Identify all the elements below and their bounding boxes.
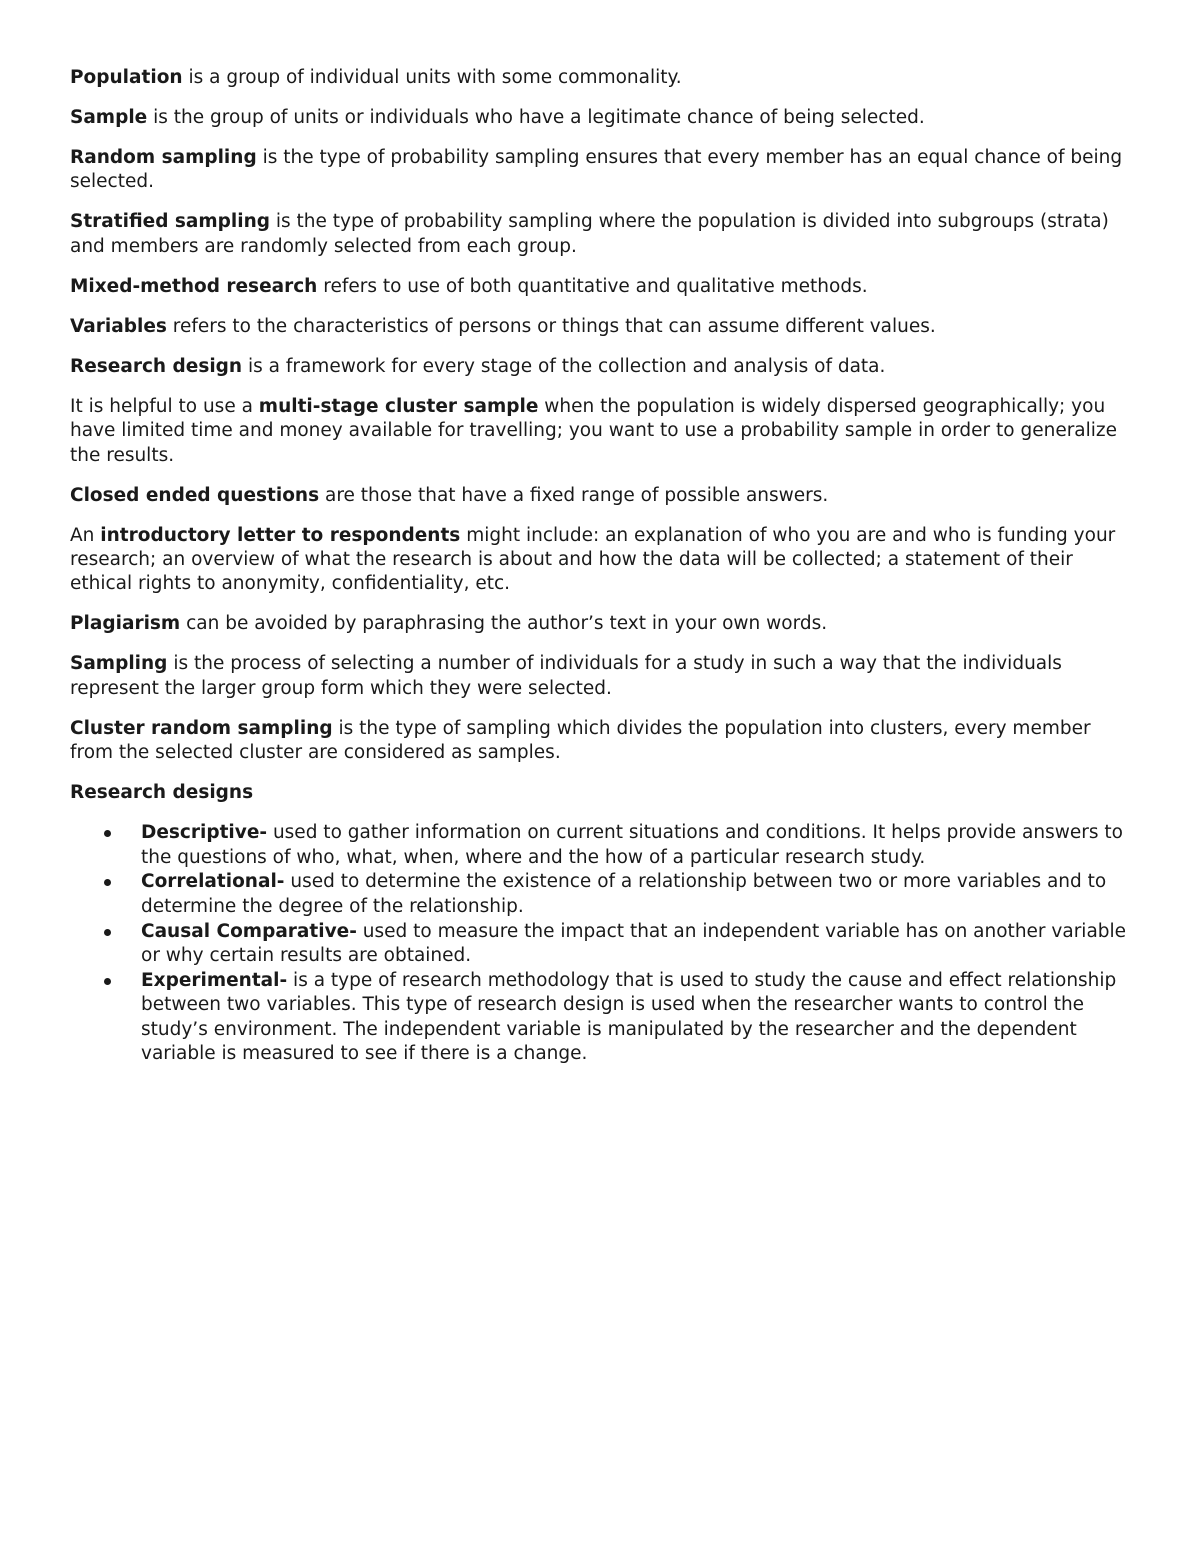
definition-paragraph: Stratified sampling is the type of probability sampling where the population is divided into subgroups (strata) and members are randomly selected from each group. — [70, 211, 1109, 257]
list-item: Causal Comparative- used to measure the impact that an independent variable has on another variable or why certain results are obtained. — [70, 920, 1134, 969]
definition-term: Sample — [70, 107, 148, 128]
research-designs-heading: Research designs — [70, 782, 254, 804]
definition-paragraph: Sampling is the process of selecting a number of individuals for a study in such a way that the individuals represent the larger group form which they were selected. — [70, 653, 1062, 699]
definition-term: Cluster random sampling — [70, 717, 333, 739]
list-item: Correlational- used to determine the existence of a relationship between two or more variables and to determine the degree of the relationship. — [70, 870, 1134, 919]
definition-paragraph: Variables refers to the characteristics of persons or things that can assume different values. — [70, 315, 936, 337]
bullet-icon — [104, 978, 111, 985]
definition-term: multi-stage cluster sample — [258, 395, 539, 417]
definition-paragraph: An introductory letter to respondents might include: an explanation of who you are and who is funding your research; an overview of what the research is about and how the data will be collected; a statement of their ethical rights to anonymity, confidentiality, etc. — [70, 524, 1116, 595]
definition-paragraph: Population is a group of individual units with some commonality. — [70, 67, 682, 88]
list-item: Experimental- is a type of research methodology that is used to study the cause and effect relationship between two variables. This type of research design is used when the researcher wants to control the study’s environment. The independent variable is manipulated by the researcher and the dependent variable is measured to see if there is a change. — [70, 969, 1134, 1067]
design-term: Causal Comparative- — [141, 920, 357, 942]
bullet-icon — [104, 830, 111, 837]
definition-paragraph: Mixed-method research refers to use of both quantitative and qualitative methods. — [70, 275, 868, 297]
definition-term: introductory letter to respondents — [100, 524, 461, 546]
definition-term: Random sampling — [70, 147, 257, 168]
definition-term: Plagiarism — [70, 613, 181, 635]
list-item: Descriptive- used to gather information on current situations and conditions. It helps provide answers to the questions of who, what, when, where and the how of a particular research study. — [70, 821, 1134, 870]
definition-paragraph: Plagiarism can be avoided by paraphrasing the author’s text in your own words. — [70, 613, 828, 635]
definition-paragraph: Research design is a framework for every stage of the collection and analysis of data. — [70, 355, 886, 377]
definition-term: Research design — [70, 355, 243, 377]
definition-term: Population — [70, 67, 183, 88]
definition-term: Sampling — [70, 653, 168, 675]
definition-term: Variables — [70, 315, 167, 337]
research-designs-list — [70, 821, 1134, 1066]
definition-term: Stratified sampling — [70, 211, 271, 233]
definition-paragraph: It is helpful to use a multi-stage cluster sample when the population is widely dispersed geographically; you have limited time and money available for travelling; you want to use a probability sample in order to generalize the results. — [70, 395, 1118, 466]
definition-paragraph: Cluster random sampling is the type of sampling which divides the population into clusters, every member from the selected cluster are considered as samples. — [70, 717, 1091, 764]
design-term: Correlational- — [141, 871, 285, 893]
design-term: Experimental- — [141, 969, 288, 991]
definition-term: Closed ended questions — [70, 484, 320, 506]
definition-term: Mixed-method research — [70, 275, 318, 297]
bullet-icon — [104, 879, 111, 886]
bullet-icon — [104, 929, 111, 936]
definition-paragraph: Random sampling is the type of probability sampling ensures that every member has an equal chance of being selected. — [70, 147, 1123, 193]
document-page — [70, 66, 1134, 1067]
definition-paragraph: Closed ended questions are those that have a fixed range of possible answers. — [70, 484, 829, 506]
design-term: Descriptive- — [141, 822, 268, 844]
definition-paragraph: Sample is the group of units or individuals who have a legitimate chance of being selected. — [70, 107, 925, 128]
